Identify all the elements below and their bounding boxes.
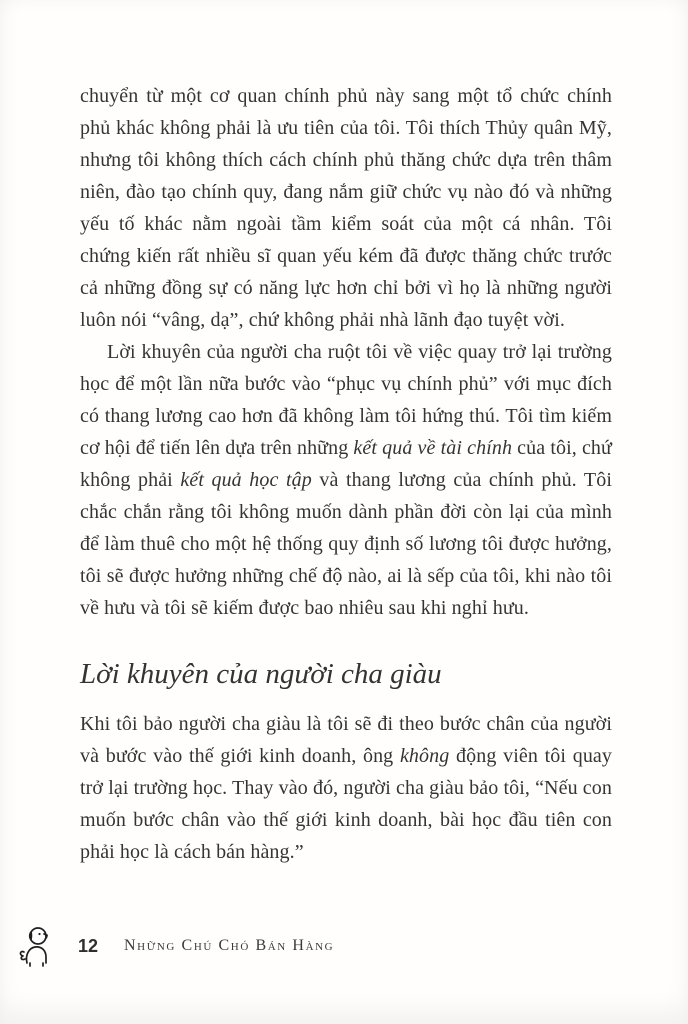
book-title: Những Chú Chó Bán Hàng — [124, 937, 335, 954]
paragraph-rich-dad-advice — [80, 708, 612, 868]
section-heading: Lời khuyên của người cha giàu — [80, 658, 442, 690]
dog-mascot-icon — [16, 924, 56, 968]
page-number: 12 — [78, 935, 99, 956]
text-segment-italic: không — [399, 745, 450, 767]
text-segment: và thang lương của chính phủ. Tôi chắc chắn rằng tôi không muốn dành phần đời còn lại của mình để làm thuê cho một hệ thống quy định số lương tôi được hưởng, tôi sẽ được hưởng những chế độ nào, ai là sếp của tôi, khi nào tôi về hưu và tôi sẽ kiếm được bao nhiêu sau khi nghỉ hưu. — [80, 469, 612, 619]
text-segment: Khi tôi bảo người cha giàu là tôi sẽ đi theo bước chân của người và bước vào thế giới kinh doanh, ông — [80, 713, 612, 767]
paragraph-continuation: chuyển từ một cơ quan chính phủ này sang một tổ chức chính phủ khác không phải là ưu tiên của tôi. Tôi thích Thủy quân Mỹ, nhưng tôi không thích cách chính phủ thăng chức dựa trên thâm niên, đào tạo chính quy, đang nắm giữ chức vụ nào đó và những yếu tố khác nằm ngoài tầm kiểm soát của một cá nhân. Tôi chứng kiến rất nhiều sĩ quan yếu kém đã được thăng chức trước cả những đồng sự có năng lực hơn chỉ bởi vì họ là những người luôn nói “vâng, dạ”, chứ không phải nhà lãnh đạo tuyệt vời. — [80, 85, 612, 331]
page-content — [80, 80, 612, 868]
text-segment-italic: kết quả về tài chính — [353, 437, 513, 459]
paragraph-birth-father-advice — [80, 336, 612, 624]
text-segment: động viên tôi quay trở lại trường học. Thay vào đó, người cha giàu bảo tôi, “Nếu con muốn bước chân vào thế giới kinh doanh, bài học đầu tiên con phải học là cách bán hàng.” — [80, 745, 612, 863]
text-segment: của tôi, chứ không phải — [80, 437, 612, 491]
text-segment-italic: kết quả học tập — [180, 469, 312, 491]
page-footer — [16, 924, 672, 968]
text-segment: Lời khuyên của người cha ruột tôi về việc quay trở lại trường học để một lần nữa bước vào “phục vụ chính phủ” với mục đích có thang lương cao hơn đã không làm tôi hứng thú. Tôi tìm kiếm cơ hội để tiến lên dựa trên những — [80, 341, 612, 459]
